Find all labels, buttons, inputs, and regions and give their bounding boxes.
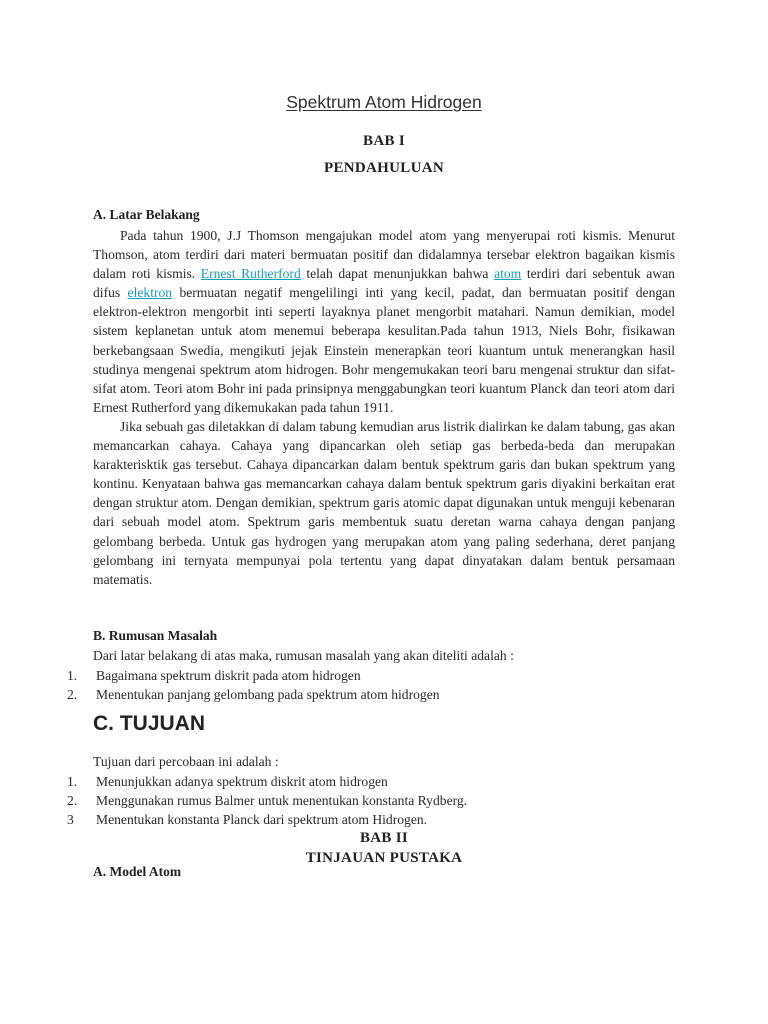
section-b-intro: Dari latar belakang di atas maka, rumusan masalah yang akan diteliti adalah : <box>93 648 514 663</box>
list-item-number: 1. <box>67 774 78 789</box>
section-c-intro: Tujuan dari percobaan ini adalah : <box>93 754 279 769</box>
section-c-heading: C. TUJUAN <box>93 712 206 735</box>
link-ernest-rutherford[interactable]: Ernest Rutherford <box>200 266 301 282</box>
list-item-text: Menentukan konstanta Planck dari spektrum atom Hidrogen. <box>96 812 428 827</box>
paragraph-1 <box>93 226 675 417</box>
list-item <box>0 810 768 830</box>
list-item-text: Bagaimana spektrum diskrit pada atom hidrogen <box>96 668 361 683</box>
link-atom[interactable]: atom <box>494 266 522 282</box>
list-item-text: Menggunakan rumus Balmer untuk menentukan konstanta Rydberg. <box>96 793 468 808</box>
chapter-1-label: BAB I <box>363 133 405 149</box>
paragraph-1-text: Pada tahun 1900, J.J Thomson mengajukan model atom yang menyerupai roti kismis. Menurut Thomson, atom terdiri dari materi bermuatan positif dan didalamnya tersebar elektron bagaikan kismis dalam roti kismis. <box>93 228 675 282</box>
list-item <box>0 772 768 792</box>
list-item-number: 3 <box>67 812 74 827</box>
list-item <box>0 791 768 811</box>
section-a-heading: A. Latar Belakang <box>93 207 200 222</box>
list-item <box>0 666 768 686</box>
chapter-2-label: BAB II <box>359 830 409 846</box>
document-title: Spektrum Atom Hidrogen <box>286 92 482 112</box>
list-item-number: 2. <box>67 793 78 808</box>
chapter-2-title: TINJAUAN PUSTAKA <box>305 850 463 866</box>
list-item-number: 1. <box>67 668 78 683</box>
section-b-heading: B. Rumusan Masalah <box>93 628 218 643</box>
section-a-body <box>93 226 675 589</box>
paragraph-1-text: bermuatan negatif mengelilingi inti yang kecil, padat, dan bermuatan positif dengan elektron-elektron mengorbit inti seperti layaknya planet mengorbit matahari. Namun demikian, model sistem keplanetan untuk atom menemui beberapa kesulitan.Pada tahun 1913, Niels Bohr, fisikawan berkebangsaan Swedia, mengikuti jejak Einstein menerapkan teori kuantum untuk menerangkan hasil studinya mengenai spektrum atom hidrogen. Bohr mengemukakan teori baru mengenai struktur dan sifat-sifat atom. Teori atom Bohr ini pada prinsipnya menggabungkan teori kuantum Planck dan teori atom dari Ernest Rutherford yang dikemukakan pada tahun 1911. <box>93 285 675 415</box>
paragraph-1-text: terdiri dari sebentuk awan difus <box>93 266 675 301</box>
list-item <box>0 685 768 705</box>
paragraph-2: Jika sebuah gas diletakkan di dalam tabung kemudian arus listrik dialirkan ke dalam tabung, gas akan memancarkan cahaya. Cahaya yang dipancarkan oleh setiap gas berbeda-beda dan merupakan karakterisktik gas tersebut. Cahaya dipancarkan dalam bentuk spektrum garis dan bukan spektrum yang kontinu. Kenyataan bahwa gas memancarkan cahaya dalam bentuk spektrum garis diyakini berkaitan erat dengan struktur atom. Dengan demikian, spektrum garis atomic dapat digunakan untuk menguji kebenaran dari sebuah model atom. Spektrum garis membentuk suatu deretan warna cahaya dengan panjang gelombang berbeda. Untuk gas hydrogen yang merupakan atom yang paling sederhana, deret panjang gelombang ini ternyata mempunyai pola tertentu yang dapat dinyatakan dalam bentuk persamaan matematis. <box>93 418 675 587</box>
paragraph-1-text: telah dapat menunjukkan bahwa <box>300 266 495 282</box>
chapter-1-title: PENDAHULUAN <box>324 160 444 176</box>
section-2a-heading: A. Model Atom <box>93 864 182 879</box>
list-item-text: Menentukan panjang gelombang pada spektrum atom hidrogen <box>96 687 440 702</box>
list-item-number: 2. <box>67 687 78 702</box>
list-item-text: Menunjukkan adanya spektrum diskrit atom hidrogen <box>96 774 388 789</box>
link-elektron[interactable]: elektron <box>127 285 173 301</box>
